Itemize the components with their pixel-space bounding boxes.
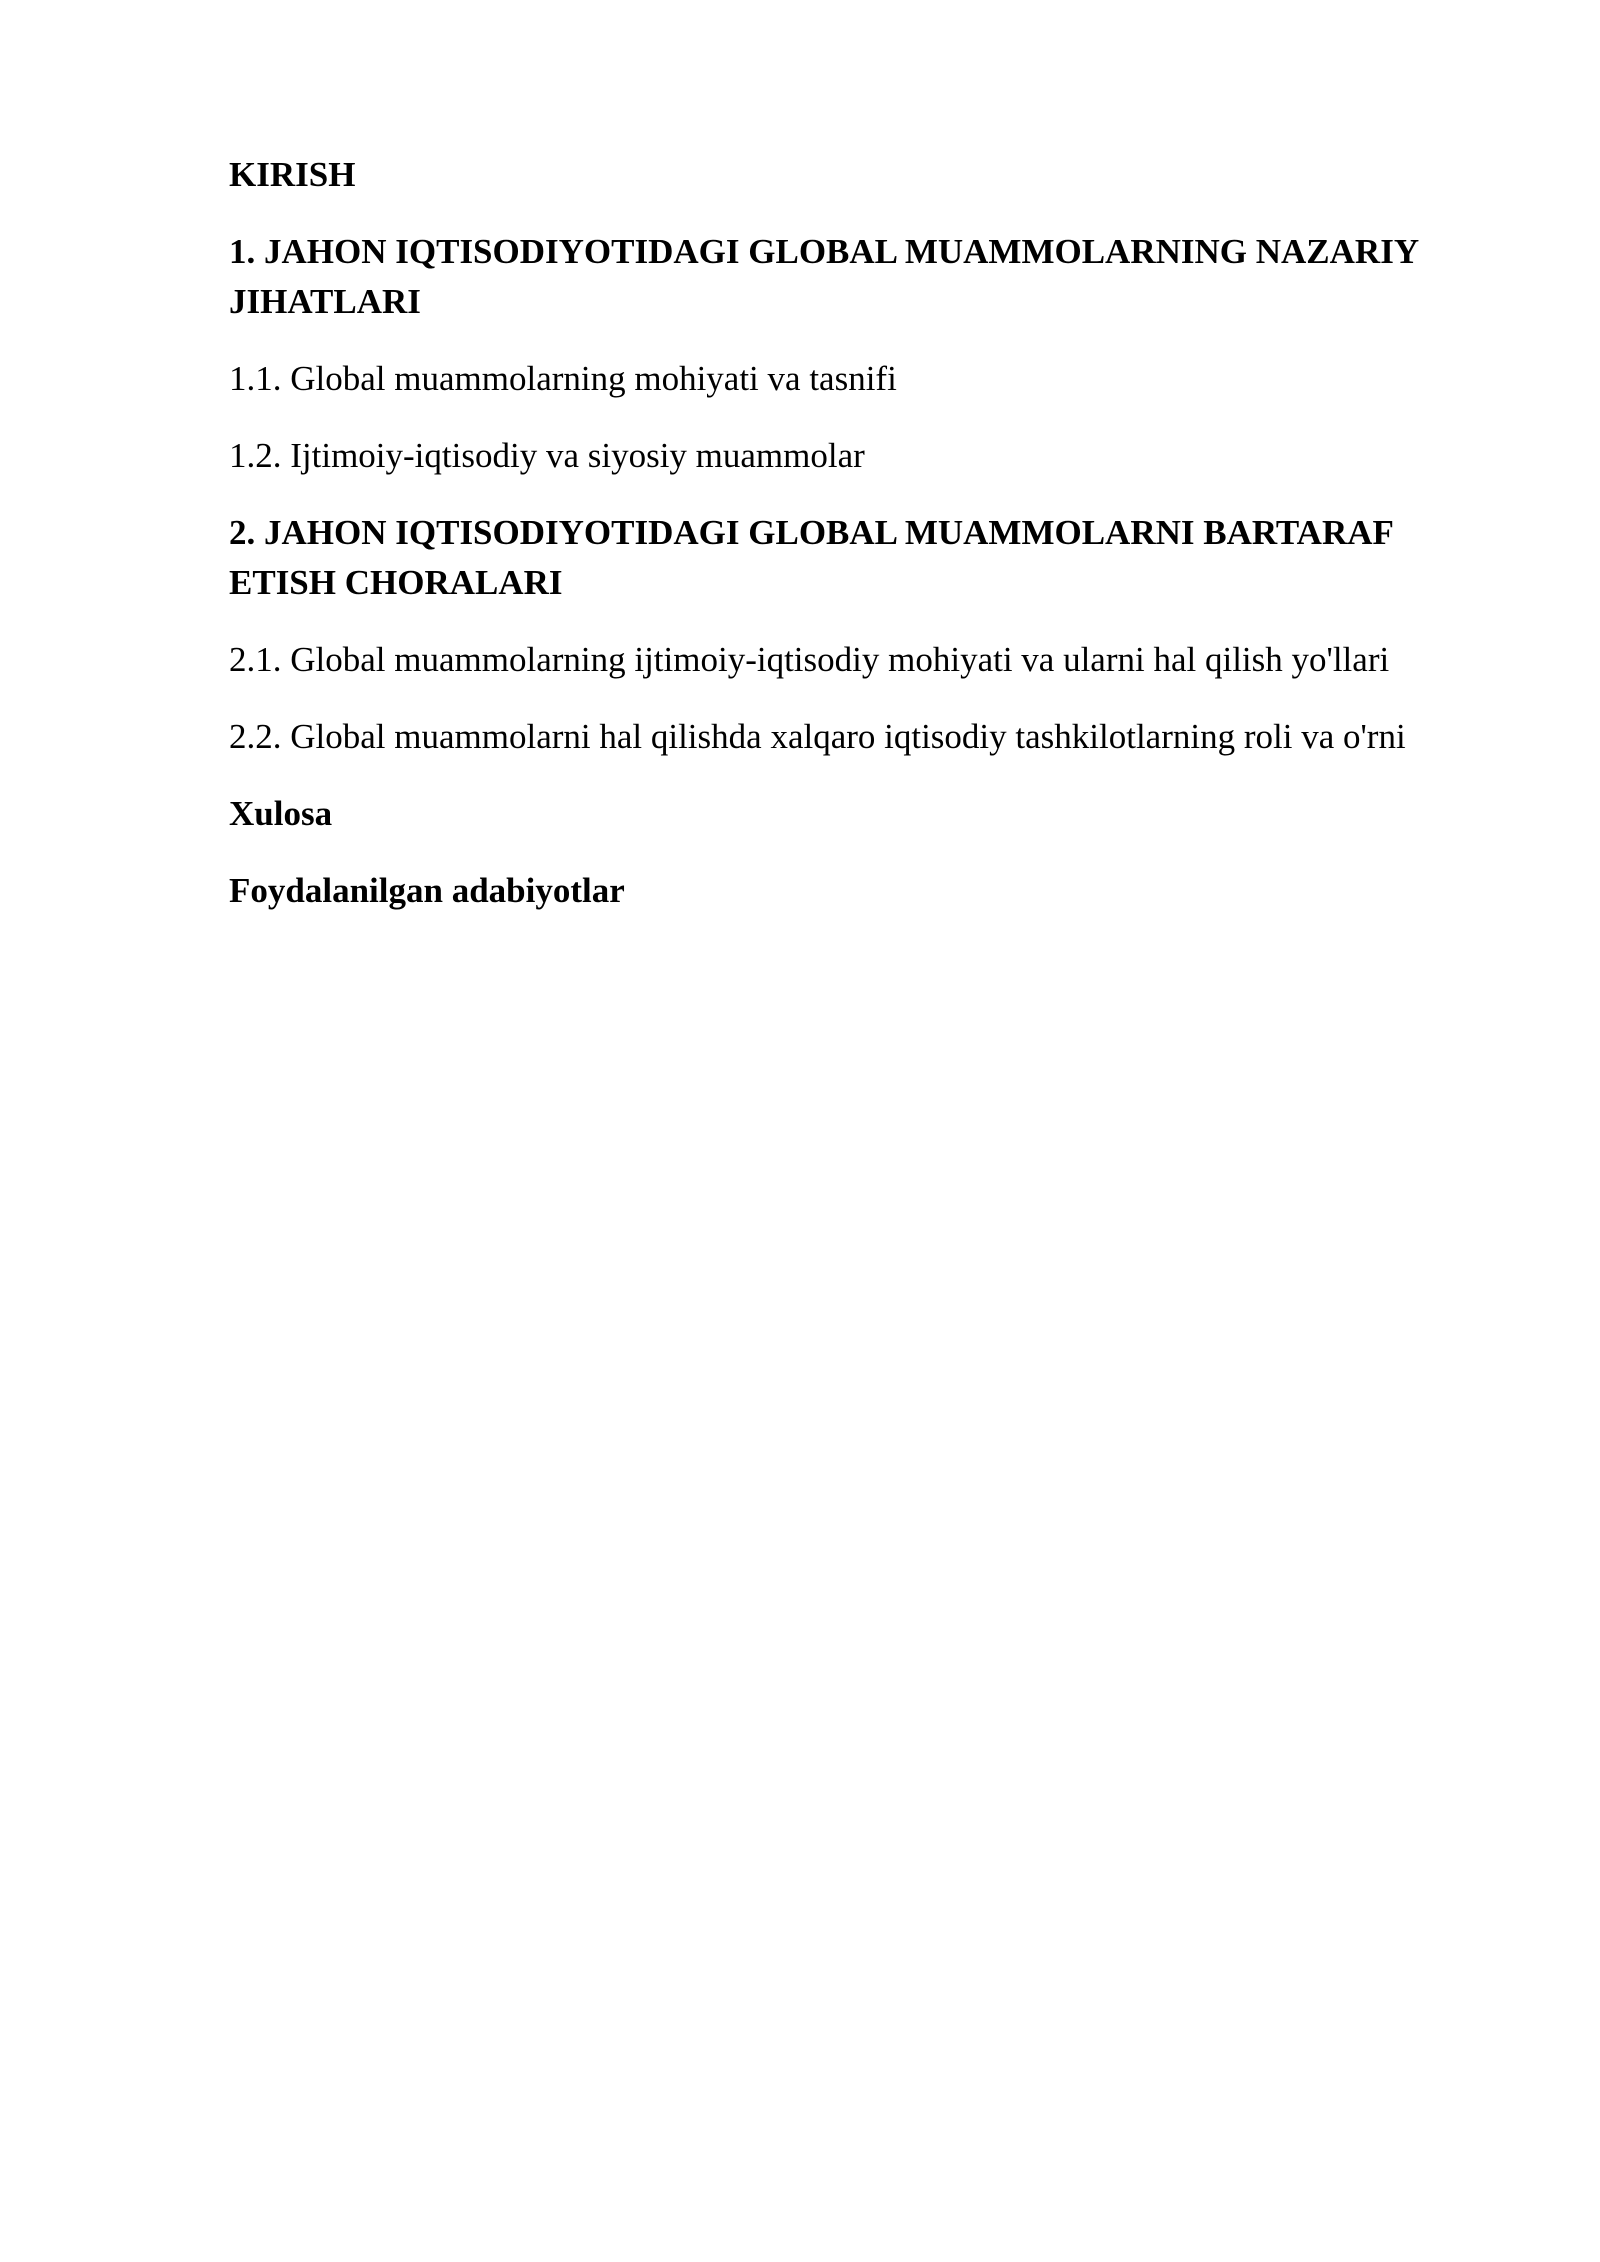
toc-entry-section-2-2: 2.2. Global muammolarni hal qilishda xalqaro iqtisodiy tashkilotlarning roli va o'rni xyxy=(229,717,1406,756)
toc-entry-kirish: KIRISH xyxy=(229,155,356,194)
table-of-contents xyxy=(229,150,1529,943)
toc-entry-chapter-2: 2. JAHON IQTISODIYOTIDAGI GLOBAL MUAMMOLARNI BARTARAF ETISH CHORALARI xyxy=(229,513,1393,602)
toc-entry-chapter-1: 1. JAHON IQTISODIYOTIDAGI GLOBAL MUAMMOLARNING NAZARIY JIHATLARI xyxy=(229,232,1418,321)
toc-entry-section-1-1: 1.1. Global muammolarning mohiyati va tasnifi xyxy=(229,359,897,398)
toc-entry-section-1-2: 1.2. Ijtimoiy-iqtisodiy va siyosiy muammolar xyxy=(229,436,865,475)
toc-entry-xulosa: Xulosa xyxy=(229,794,333,833)
toc-entry-references: Foydalanilgan adabiyotlar xyxy=(229,871,625,910)
toc-entry-section-2-1: 2.1. Global muammolarning ijtimoiy-iqtisodiy mohiyati va ularni hal qilish yo'llari xyxy=(229,640,1390,679)
